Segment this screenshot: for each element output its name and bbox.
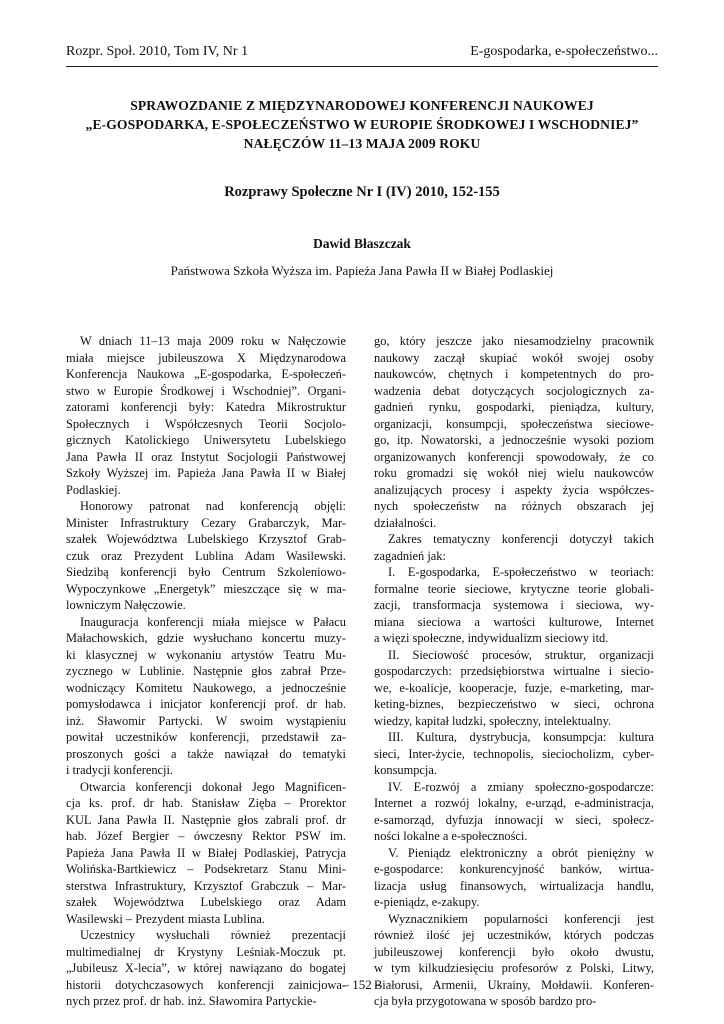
text-line: Zakres tematyczny konferencji dotyczył takich	[388, 532, 654, 546]
text-line: Wypoczynkowe „Energetyk” mieszczące się w ma-	[66, 581, 346, 596]
text-line: IV. E-rozwój a zmiany społeczno-gospodarcze:	[388, 779, 654, 794]
text-line: e-pieniądz, e-zakupy.	[374, 895, 480, 909]
text-line: e-gospodarce: konkurencyjność banków, wirtua-	[374, 862, 654, 876]
text-line: miała miejsce jubileuszowa X Międzynarodowa	[66, 350, 346, 365]
text-line: powitał uczestników konferencji, przedstawił za-	[66, 730, 346, 744]
text-line: szałek Województwa Lubelskiego oraz Adam	[66, 895, 346, 909]
text-line: Małachowskich, gdzie wysłuchano koncertu muzy-	[66, 631, 346, 645]
text-line: działalności.	[374, 515, 437, 530]
text-line: III. Kultura, dystrybucja, konsumpcja: kultura	[388, 730, 654, 744]
text-line: lowniczym Nałęczowie.	[66, 598, 186, 612]
text-line: konsumpcja.	[374, 763, 437, 777]
text-line: a więzi społeczne, indywidualizm sieciowy itd.	[374, 631, 609, 645]
text-line: I. E-gospodarka, E-społeczeństwo w teoriach:	[388, 565, 654, 579]
text-line: Otwarcia konferencji dokonał Jego Magnificen-	[80, 779, 346, 794]
text-line: KUL Jana Pawła II. Następnie głos zabrali prof. dr	[66, 812, 346, 827]
text-line: e-samorząd, dyfuzja innowacji w sieci, społecz-	[374, 812, 654, 827]
text-line: organizowanych konferencji spowodowały, że co	[374, 449, 654, 464]
journal-reference: Rozprawy Społeczne Nr I (IV) 2010, 152-155	[224, 184, 500, 200]
author-affiliation: Państwowa Szkoła Wyższa im. Papieża Jana Pawła II w Białej Podlaskiej	[170, 263, 554, 278]
text-line: go, itp. Nowatorski, a jednocześnie wysoki poziom	[374, 433, 654, 447]
text-line: gadnień rynku, gospodarki, pieniądza, kultury,	[374, 400, 654, 414]
text-line: historii dotychczasowych konferencji zainicjowa-	[66, 977, 346, 992]
text-line: Wolińska-Bartkiewicz – Podsekretarz Stanu Mini-	[66, 862, 346, 876]
text-line: wiedzy, kapitał ludzki, społeczny, intelektualny.	[374, 713, 612, 728]
article-title	[66, 96, 658, 153]
text-line: stwo w Europie Środkowej i Wschodniej”. Organi-	[66, 383, 346, 398]
text-line: Uczestnicy wysłuchali również prezentacji	[80, 928, 346, 942]
text-line: zycznego w Lublinie. Następnie głos zabrał Prze-	[66, 664, 346, 678]
text-line: V. Pieniądz elektroniczny a obrót pieniężny w	[388, 845, 654, 860]
text-line: ki klasycznej w wykonaniu artystów Teatru Mu-	[66, 647, 346, 662]
text-line: Minister Infrastruktury Cezary Grabarczyk, Mar-	[66, 515, 346, 530]
text-line: wadzenia debat dotyczących socjologicznych za-	[374, 383, 654, 398]
text-line: inż. Sławomir Partycki. W swoim wystąpieniu	[66, 713, 346, 728]
text-line: czuk oraz Prezydent Lublina Adam Wasilewski.	[66, 548, 346, 563]
text-line: cja ks. prof. dr hab. Stanisław Zięba – Prorektor	[66, 796, 346, 810]
title-line: SPRAWOZDANIE Z MIĘDZYNARODOWEJ KONFERENCJI NAUKOWEJ	[130, 98, 594, 113]
text-line: analizujących procesy i aspekty życia współczes-	[374, 482, 654, 497]
text-line: wodniczący Komitetu Naukowego, a jednocześnie	[66, 680, 346, 695]
title-line: NAŁĘCZÓW 11–13 MAJA 2009 ROKU	[243, 136, 481, 151]
text-line: Papieża Jana Pawła II w Białej Podlaskiej, Patrycja	[66, 845, 346, 860]
text-line: Wyznacznikiem popularności konferencji jest	[388, 911, 654, 926]
text-line: proszonych gości a także nawiązał do tematyki	[66, 746, 346, 761]
text-line: zatorami konferencji były: Katedra Mikrostruktur	[66, 400, 346, 414]
text-line: zagadnień jak:	[374, 548, 446, 563]
text-line: II. Sieciowość procesów, struktur, organizacji	[388, 647, 654, 662]
text-line: Siedzibą konferencji było Centrum Szkoleniowo-	[66, 565, 346, 579]
text-line: W dniach 11–13 maja 2009 roku w Nałęczowie	[80, 334, 346, 348]
text-line: nych społeczeństw na różnych obszarach jej	[374, 499, 654, 513]
text-line: miana sieciowa a wartości kulturowe, Internet	[374, 614, 654, 629]
text-line: nych przez prof. dr hab. inż. Sławomira Partyckie-	[66, 994, 317, 1008]
text-line: Szkoły Wyższej im. Papieża Jana Pawła II w Białej	[66, 466, 346, 480]
text-line: go, który jeszcze jako niesamodzielny pracownik	[374, 334, 654, 348]
text-line: sieci, Inter-życie, technopolis, sieciocholizm, cyber-	[374, 746, 654, 761]
text-line: multimedialnej dr Krystyny Leśniak-Moczuk pt.	[66, 944, 346, 959]
text-line: cja była przygotowana w sposób bardzo pro-	[374, 994, 597, 1008]
text-line: we, e-koalicje, kooperacje, fuzje, e-marketing, mar-	[374, 680, 654, 695]
text-line: w tym kilkudziesięciu profesorów z Polski, Litwy,	[374, 961, 654, 975]
author-name: Dawid Błaszczak	[313, 236, 411, 251]
text-line: Honorowy patronat nad konferencją objęli:	[80, 499, 346, 513]
running-title: E-gospodarka, e-społeczeństwo...	[470, 44, 658, 59]
text-line: Internet a rozwój lokalny, e-urząd, e-administracja,	[374, 796, 654, 810]
text-line: lizacja usług finansowych, wirtualizacja handlu,	[374, 878, 654, 893]
text-line: Podlaskiej.	[66, 482, 121, 497]
text-line: zacji, transformacja systemowa i sieciowa, wy-	[374, 598, 654, 612]
text-line: Społecznych i Współczesnych Teorii Socjolo-	[66, 416, 346, 431]
text-line: organizacji, konsumpcji, społeczeństwa sieciowe-	[374, 416, 654, 431]
text-line: Wasilewski – Prezydent miasta Lublina.	[66, 911, 265, 926]
text-line: i tradycji konferencji.	[66, 763, 173, 777]
journal-citation: Rozpr. Społ. 2010, Tom IV, Nr 1	[66, 44, 249, 59]
text-line: hab. Józef Bergier – ówczesny Rektor PSW im.	[66, 829, 346, 843]
header-rule	[66, 66, 658, 67]
running-header	[66, 44, 658, 64]
text-line: szałek Województwa Lubelskiego Krzysztof Grab-	[66, 532, 346, 546]
text-line: roku gromadzi się wokół niej wielu naukowców	[374, 466, 654, 480]
text-line: Inauguracja konferencji miała miejsce w Pałacu	[80, 614, 346, 629]
text-line: Konferencja Naukowa „E-gospodarka, E-społeczeń-	[66, 367, 346, 381]
left-text-column	[66, 333, 346, 1010]
text-line: Białorusi, Armenii, Ukrainy, Mołdawii. Konferen-	[374, 977, 654, 992]
text-line: gicznych Katolickiego Uniwersytetu Lubelskiego	[66, 433, 346, 447]
text-line: naukowy zaczął skupiać wokół swojej osoby	[374, 350, 654, 365]
text-line: gospodarczych: przedsiębiorstwa wirtualne i siecio-	[374, 664, 654, 678]
text-line: Jana Pawła II oraz Instytut Socjologii Państwowej	[66, 449, 346, 464]
right-text-column	[374, 333, 654, 1010]
text-line: pomysłodawca i inicjator konferencji prof. dr hab.	[66, 697, 346, 711]
text-line: naukowców, chętnych i kompetentnych do pro-	[374, 367, 654, 381]
text-line: „Jubileusz X-lecia”, w której nawiązano do bogatej	[66, 961, 346, 975]
text-line: również ilość jej uczestników, których podczas	[374, 928, 654, 942]
page-number: – 152 –	[342, 977, 382, 992]
text-line: jubileuszowej konferencji było około dwustu,	[374, 944, 654, 959]
text-line: sterstwa Infrastruktury, Krzysztof Grabczuk – Mar-	[66, 878, 346, 893]
text-line: keting-biznes, bezpieczeństwo w sieci, ochrona	[374, 697, 654, 711]
text-line: formalne teorie sieciowe, krytyczne teorie globali-	[374, 581, 654, 596]
title-line: „E-GOSPODARKA, E-SPOŁECZEŃSTWO W EUROPIE ŚRODKOWEJ I WSCHODNIEJ”	[85, 117, 639, 132]
text-line: ności lokalne a e-społeczności.	[374, 829, 528, 843]
